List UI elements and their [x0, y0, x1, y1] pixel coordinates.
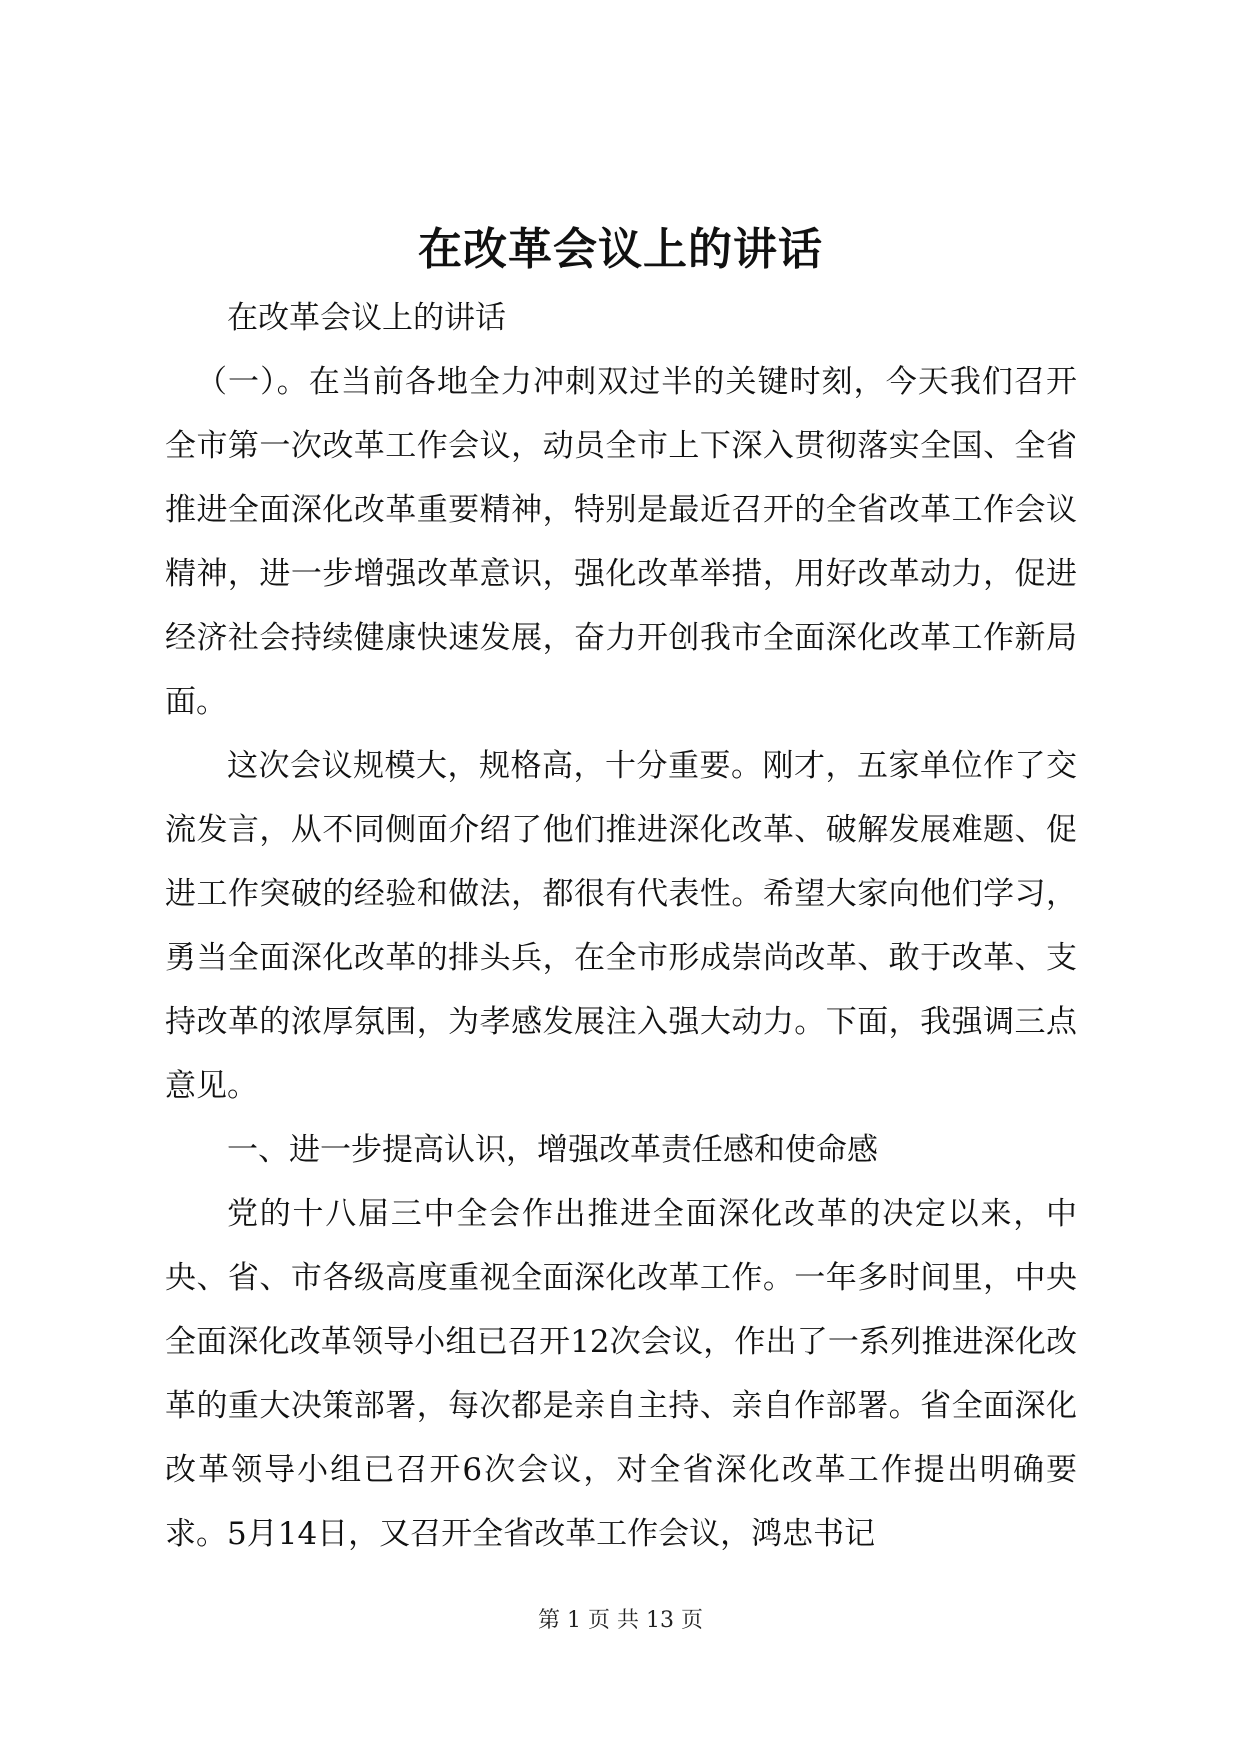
- document-title: 在改革会议上的讲话: [418, 224, 823, 275]
- paragraph-1: （一）。在当前各地全力冲刺双过半的关键时刻，今天我们召开全市第一次改革工作会议，动员全市上下深入贯彻落实全国、全省推进全面深化改革重要精神，特别是最近召开的全省改革工作会议精神，进一步增强改革意识，强化改革举措，用好改革动力，促进经济社会持续健康快速发展，奋力开创我市全面深化改革工作新局面。: [165, 364, 1077, 720]
- page-footer: 第 1 页 共 13 页: [538, 1608, 703, 1633]
- document-body: [165, 286, 1077, 1566]
- paragraph-3: 党的十八届三中全会作出推进全面深化改革的决定以来，中央、省、市各级高度重视全面深化改革工作。一年多时间里，中央全面深化改革领导小组已召开12次会议，作出了一系列推进深化改革的重大决策部署，每次都是亲自主持、亲自作部署。省全面深化改革领导小组已召开6次会议，对全省深化改革工作提出明确要求。5月14日，又召开全省改革工作会议，鸿忠书记: [165, 1196, 1077, 1552]
- paragraph-2: 这次会议规模大，规格高，十分重要。刚才，五家单位作了交流发言，从不同侧面介绍了他们推进深化改革、破解发展难题、促进工作突破的经验和做法，都很有代表性。希望大家向他们学习，勇当全面深化改革的排头兵，在全市形成崇尚改革、敢于改革、支持改革的浓厚氛围，为孝感发展注入强大动力。下面，我强调三点意见。: [165, 748, 1077, 1104]
- paragraph-subtitle: 在改革会议上的讲话: [227, 300, 506, 336]
- section-heading-1: 一、进一步提高认识，增强改革责任感和使命感: [227, 1132, 878, 1168]
